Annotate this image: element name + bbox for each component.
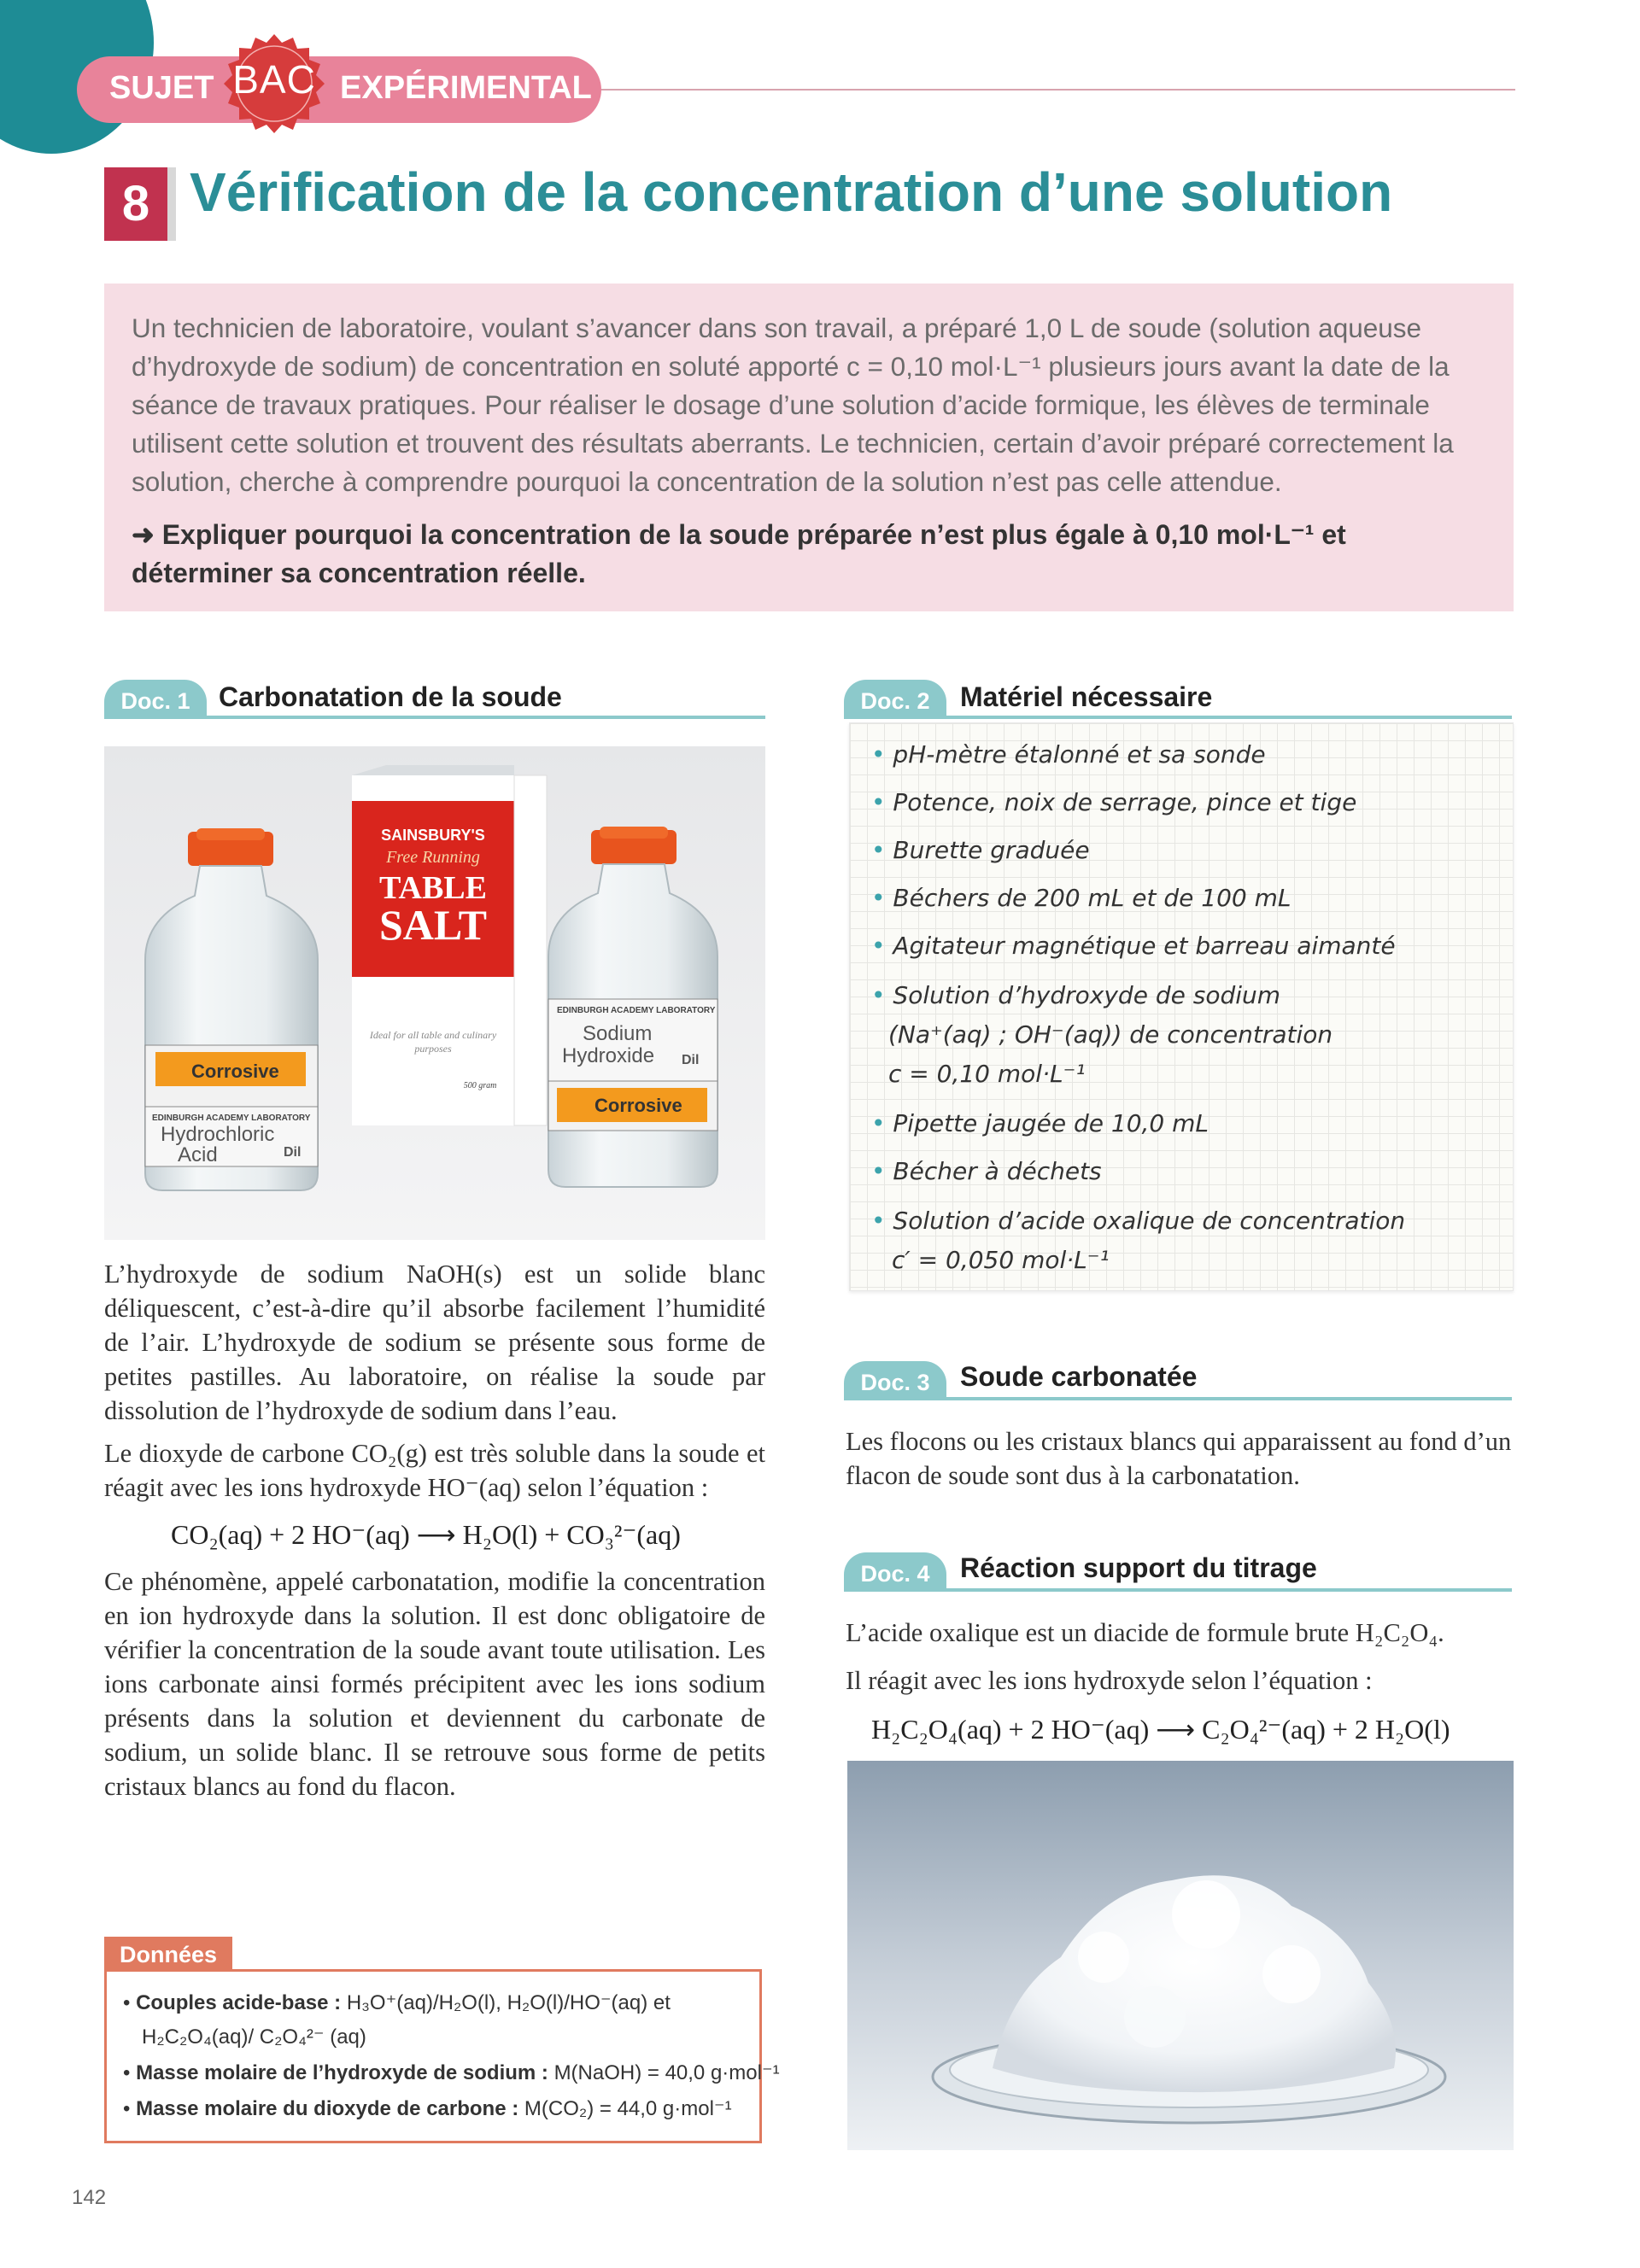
- doc1-paragraph-2: Le dioxyde de carbone CO₂(g) est très soluble dans la soude et réagit avec les ions hydroxyde HO⁻(aq) selon l’équation :: [104, 1439, 765, 1502]
- right-bottle-name1: Sodium: [583, 1022, 653, 1045]
- salt-line1: TABLE: [378, 870, 488, 906]
- doc2-item-7: • Pipette jaugée de 10,0 mL: [871, 1109, 1209, 1137]
- doc2-item-6-line2: (Na⁺(aq) ; OH⁻(aq)) de concentration: [888, 1020, 1333, 1049]
- doc2-item-8: • Bécher à déchets: [871, 1157, 1102, 1185]
- left-bottle-name2: Acid: [178, 1143, 218, 1166]
- doc2-item-6: • Solution d’hydroxyde de sodium: [871, 981, 1281, 1009]
- doc2-tab: Doc. 2: [844, 680, 946, 719]
- doc4-line-1: L’acide oxalique est un diacide de formule brute H₂C₂O₄.: [846, 1618, 1444, 1647]
- right-bottle-warning: Corrosive: [594, 1095, 682, 1116]
- doc2-item-6-line3: c = 0,10 mol·L⁻¹: [888, 1060, 1086, 1088]
- doc1-title: Carbonatation de la soude: [219, 681, 562, 712]
- doc4-rule: [844, 1588, 1512, 1592]
- oxalic-acid-crystals-photo: [847, 1761, 1514, 2150]
- header-rule: [601, 89, 1515, 91]
- doc1-paragraph-3: Ce phénomène, appelé carbonatation, modifie la concentration en ion hydroxyde dans la solution. Il est donc obligatoire de vérifier la concentration de la soude avant toute utilisation. Les ions carbonate ainsi formés précipitent avec les ions sodium présents dans la solution et deviennent du carbonate de sodium, un solide blanc. Il se retrouve sous forme de petits cristaux blancs au fond du flacon.: [104, 1567, 765, 1801]
- doc3-rule: [844, 1397, 1512, 1400]
- page-number: 142: [72, 2186, 107, 2209]
- salt-line2: SALT: [378, 901, 488, 949]
- donnees-masse-co2: • Masse molaire du dioxyde de carbone : M(CO₂) = 44,0 g·mol⁻¹: [123, 2097, 732, 2120]
- exercise-number-shadow: [167, 167, 176, 241]
- right-bottle-lab: EDINBURGH ACADEMY LABORATORY: [557, 1006, 716, 1015]
- doc2-item-9: • Solution d’acide oxalique de concentration: [871, 1207, 1406, 1235]
- doc4-title: Réaction support du titrage: [960, 1552, 1317, 1583]
- left-bottle-lab: EDINBURGH ACADEMY LABORATORY: [152, 1114, 311, 1123]
- doc3-tab: Doc. 3: [844, 1361, 946, 1400]
- donnees-couples: • Couples acide-base : H₃O⁺(aq)/H₂O(l), H₂O(l)/HO⁻(aq) et: [123, 1991, 671, 2014]
- salt-weight: 500 gram: [463, 1081, 497, 1090]
- bac-seal-label: BAC: [232, 57, 316, 102]
- page-title: Vérification de la concentration d’une solution: [190, 161, 1393, 223]
- subject-tag-left: SUJET: [109, 70, 214, 106]
- salt-sub: Free Running: [386, 848, 480, 867]
- doc4-equation: H₂C₂O₄(aq) + 2 HO⁻(aq) ⟶ C₂O₄²⁻(aq) + 2 H₂O(l): [871, 1714, 1450, 1745]
- donnees-tab: Données: [104, 1937, 232, 1971]
- left-bottle-dil: Dil: [284, 1145, 302, 1160]
- doc2-item-3: • Burette graduée: [871, 836, 1090, 864]
- doc2-item-9-line2: c′ = 0,050 mol·L⁻¹: [892, 1246, 1110, 1274]
- donnees-couples-2: H₂C₂O₄(aq)/ C₂O₄²⁻ (aq): [142, 2025, 366, 2049]
- doc3-title: Soude carbonatée: [960, 1361, 1198, 1392]
- doc2-item-2: • Potence, noix de serrage, pince et tige: [871, 788, 1357, 816]
- salt-note: Ideal for all table and culinary purposes: [369, 1029, 497, 1055]
- doc1-equation: CO₂(aq) + 2 HO⁻(aq) ⟶ H₂O(l) + CO₃²⁻(aq): [171, 1519, 681, 1550]
- left-bottle-name1: Hydrochloric: [161, 1123, 275, 1146]
- intro-paragraph: Un technicien de laboratoire, voulant s’avancer dans son travail, a préparé 1,0 L de soude (solution aqueuse d’hydroxyde de sodium) de concentration en soluté apporté c = 0,10 mol·L⁻¹ plusieurs jours avant la date de la séance de travaux pratiques. Pour réaliser le dosage d’une solution d’acide formique, les élèves de terminale utilisent cette solution et trouvent des résultats aberrants. Le technicien, certain d’avoir préparé correctement la solution, cherche à comprendre pourquoi la concentration de la solution n’est pas celle attendue.: [132, 313, 1454, 497]
- donnees-masse-naoh: • Masse molaire de l’hydroxyde de sodium : M(NaOH) = 40,0 g·mol⁻¹: [123, 2061, 780, 2084]
- doc4-line-2: Il réagit avec les ions hydroxyde selon l’équation :: [846, 1666, 1373, 1695]
- doc1-tab: Doc. 1: [104, 680, 207, 719]
- doc4-tab: Doc. 4: [844, 1552, 946, 1592]
- doc3-text: Les flocons ou les cristaux blancs qui apparaissent au fond d’un flacon de soude sont dus à la carbonatation.: [846, 1427, 1512, 1490]
- right-bottle-name2: Hydroxide: [562, 1044, 655, 1067]
- salt-brand: SAINSBURY'S: [381, 827, 485, 844]
- left-bottle-warning: Corrosive: [191, 1061, 279, 1082]
- doc2-item-1: • pH-mètre étalonné et sa sonde: [871, 740, 1266, 769]
- exercise-number: 8: [104, 167, 167, 241]
- doc2-title: Matériel nécessaire: [960, 681, 1213, 712]
- doc2-rule: [844, 716, 1512, 719]
- doc1-paragraph-1: L’hydroxyde de sodium NaOH(s) est un solide blanc déliquescent, c’est-à-dire qu’il absorbe facilement l’humidité de l’air. L’hydroxyde de sodium se présente sous forme de petites pastilles. Au laboratoire, on réalise la soude par dissolution de l’hydroxyde de sodium dans l’eau.: [104, 1260, 765, 1425]
- doc2-item-5: • Agitateur magnétique et barreau aimanté: [871, 932, 1396, 960]
- doc1-rule: [104, 716, 765, 719]
- subject-tag-right: EXPÉRIMENTAL: [340, 70, 592, 106]
- intro-question: ➜ Expliquer pourquoi la concentration de la soude préparée n’est plus égale à 0,10 mol·L⁻¹ et déterminer sa concentration réelle.: [132, 519, 1346, 588]
- bottles-photo: [104, 746, 765, 1240]
- right-bottle-dil: Dil: [682, 1053, 700, 1067]
- doc2-item-4: • Béchers de 200 mL et de 100 mL: [871, 884, 1292, 912]
